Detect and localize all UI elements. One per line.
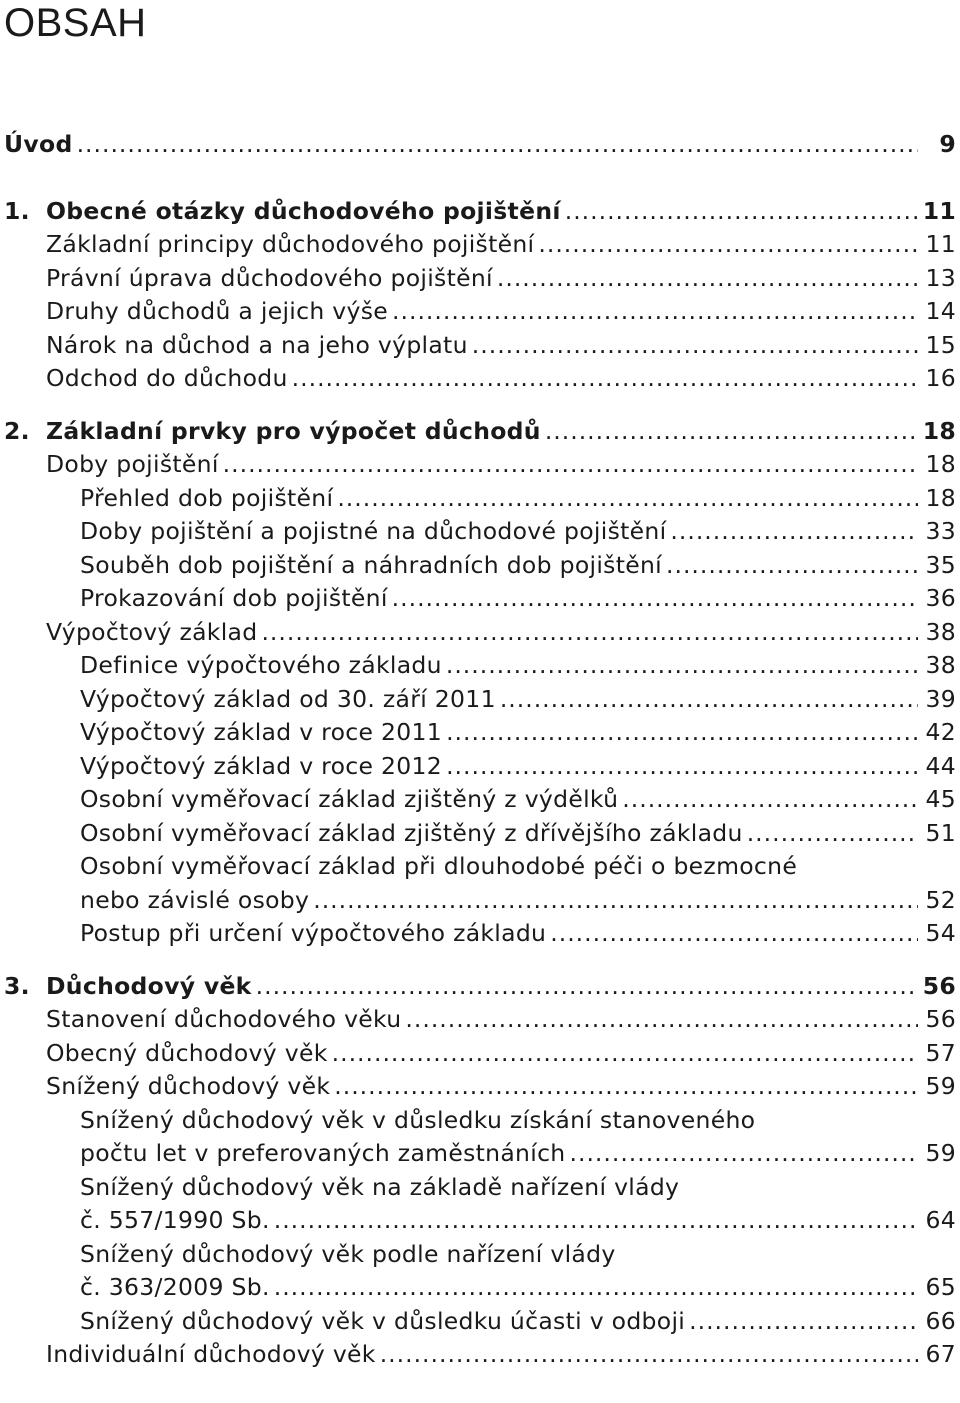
toc-entry[interactable] — [0, 1238, 956, 1272]
toc-entry[interactable] — [0, 329, 956, 363]
entry-title: Prokazování dob pojištění — [80, 584, 388, 612]
page-number: 57 — [925, 1038, 956, 1067]
dot-leader — [261, 616, 918, 650]
page-number: 18 — [922, 416, 956, 445]
entry-title: Výpočtový základ od 30. září 2011 — [80, 684, 496, 713]
entry-title-continuation: počtu let v preferovaných zaměstnáních — [80, 1139, 566, 1167]
entry-title: Přehled dob pojištění — [80, 483, 334, 512]
entry-title: Stanovení důchodového věku — [46, 1005, 402, 1033]
entry-title: Nárok na důchod a na jeho výplatu — [46, 330, 468, 359]
toc-entry-continuation[interactable] — [0, 1204, 956, 1238]
chapter-number: 1. — [4, 196, 30, 225]
dot-leader — [380, 1338, 918, 1372]
toc-chapter-heading[interactable] — [0, 970, 956, 1004]
toc-entry[interactable] — [0, 482, 956, 516]
page-number: 15 — [925, 330, 956, 359]
dot-leader — [332, 1037, 918, 1071]
dot-leader — [292, 362, 918, 396]
toc-entry[interactable] — [0, 582, 956, 616]
dot-leader — [689, 1305, 918, 1339]
toc-entry[interactable] — [0, 295, 956, 329]
dot-leader — [274, 1204, 918, 1238]
dot-leader — [472, 329, 918, 363]
entry-title: Postup při určení výpočtového základu — [80, 919, 547, 947]
page-title: OBSAH — [4, 1, 147, 45]
page-number: 44 — [925, 751, 956, 780]
page-number: 18 — [925, 450, 956, 478]
entry-title-continuation: č. 557/1990 Sb. — [80, 1206, 270, 1234]
dot-leader — [405, 1003, 918, 1037]
page-number: 9 — [939, 130, 956, 158]
toc-entry[interactable] — [0, 362, 956, 396]
entry-title: Osobní vyměřovací základ zjištěný z dřívějšího základu — [80, 818, 743, 847]
dot-leader — [77, 128, 918, 162]
dot-leader — [392, 295, 918, 329]
entry-title: Základní prvky pro výpočet důchodů — [46, 416, 541, 445]
toc-chapter-heading[interactable] — [0, 195, 956, 229]
toc-chapter-heading[interactable] — [0, 415, 956, 449]
dot-leader — [337, 482, 918, 516]
entry-title: Doby pojištění — [46, 450, 219, 478]
page-number: 42 — [925, 718, 956, 746]
dot-leader — [550, 917, 918, 951]
toc-entry[interactable] — [0, 1171, 956, 1205]
page-number: 56 — [925, 1005, 956, 1033]
entry-title: Individuální důchodový věk — [46, 1340, 376, 1368]
page-number: 33 — [925, 517, 956, 545]
dot-leader — [500, 683, 918, 717]
entry-title: Snížený důchodový věk podle nařízení vlády — [80, 1239, 616, 1268]
toc-intro-entry[interactable] — [0, 128, 956, 162]
entry-title-continuation: nebo závislé osoby — [80, 885, 310, 914]
toc-entry[interactable] — [0, 1338, 956, 1372]
entry-title: Souběh dob pojištění a náhradních dob pojištění — [80, 550, 662, 579]
entry-title: Definice výpočtového základu — [80, 651, 442, 679]
toc-entry[interactable] — [0, 1305, 956, 1339]
page-number: 66 — [925, 1306, 956, 1335]
toc-entry[interactable] — [0, 850, 956, 884]
toc-entry[interactable] — [0, 649, 956, 683]
entry-title: Snížený důchodový věk — [46, 1072, 331, 1100]
entry-title: Obecný důchodový věk — [46, 1038, 328, 1067]
toc-entry[interactable] — [0, 1104, 956, 1138]
dot-leader — [446, 750, 918, 784]
entry-title: Osobní vyměřovací základ zjištěný z výdělků — [80, 785, 619, 813]
entry-title: Doby pojištění a pojistné na důchodové pojištění — [80, 517, 667, 545]
page-number: 38 — [925, 617, 956, 646]
dot-leader — [545, 415, 918, 449]
toc-entry[interactable] — [0, 716, 956, 750]
toc-entry-continuation[interactable] — [0, 1271, 956, 1305]
dot-leader — [666, 549, 918, 583]
toc-entry[interactable] — [0, 1003, 956, 1037]
dot-leader — [622, 783, 918, 817]
entry-title: Osobní vyměřovací základ při dlouhodobé péči o bezmocné — [80, 852, 798, 880]
toc-entry[interactable] — [0, 817, 956, 851]
entry-title: Odchod do důchodu — [46, 364, 288, 392]
dot-leader — [392, 582, 918, 616]
toc-entry-continuation[interactable] — [0, 1137, 956, 1171]
entry-title-continuation: č. 363/2009 Sb. — [80, 1273, 270, 1301]
page-number: 45 — [925, 785, 956, 813]
toc-entry[interactable] — [0, 917, 956, 951]
page-number: 65 — [925, 1273, 956, 1301]
chapter-number: 3. — [4, 971, 30, 1000]
page-number: 11 — [922, 196, 956, 225]
toc-entry[interactable] — [0, 262, 956, 296]
toc-entry[interactable] — [0, 616, 956, 650]
entry-title: Základní principy důchodového pojištění — [46, 230, 535, 258]
page-number: 38 — [925, 651, 956, 679]
entry-title: Obecné otázky důchodového pojištění — [46, 196, 561, 225]
page-number: 36 — [925, 584, 956, 612]
dot-leader — [446, 716, 918, 750]
toc-entry[interactable] — [0, 515, 956, 549]
toc-entry-continuation[interactable] — [0, 884, 956, 918]
dot-leader — [565, 195, 918, 229]
page-number: 67 — [925, 1340, 956, 1368]
entry-title: Výpočtový základ v roce 2012 — [80, 751, 443, 780]
page-number: 51 — [925, 818, 956, 847]
dot-leader — [334, 1070, 918, 1104]
dot-leader — [538, 228, 918, 262]
page-number: 18 — [925, 483, 956, 512]
entry-title: Výpočtový základ v roce 2011 — [80, 718, 443, 746]
entry-title: Důchodový věk — [46, 971, 252, 1000]
dot-leader — [274, 1271, 918, 1305]
entry-title: Snížený důchodový věk v důsledku účasti v odboji — [80, 1306, 686, 1335]
entry-title: Snížený důchodový věk v důsledku získání stanoveného — [80, 1105, 756, 1134]
dot-leader — [747, 817, 918, 851]
dot-leader — [570, 1137, 919, 1171]
toc-entry[interactable] — [0, 683, 956, 717]
page-number: 11 — [925, 230, 956, 258]
page-number: 52 — [925, 885, 956, 914]
page-number: 64 — [925, 1206, 956, 1234]
entry-title: Právní úprava důchodového pojištění — [46, 263, 493, 292]
page-number: 16 — [925, 364, 956, 392]
page-number: 35 — [925, 550, 956, 579]
toc-entry[interactable] — [0, 1070, 956, 1104]
page-number: 13 — [925, 263, 956, 292]
page-number: 14 — [925, 297, 956, 325]
dot-leader — [256, 970, 918, 1004]
toc-entry[interactable] — [0, 228, 956, 262]
entry-title: Úvod — [4, 130, 73, 158]
dot-leader — [497, 262, 918, 296]
toc-entry[interactable] — [0, 1037, 956, 1071]
chapter-number: 2. — [4, 416, 30, 445]
dot-leader — [670, 515, 918, 549]
page-number: 59 — [925, 1072, 956, 1100]
dot-leader — [223, 448, 918, 482]
entry-title: Výpočtový základ — [46, 617, 258, 646]
entry-title: Snížený důchodový věk na základě nařízení vlády — [80, 1172, 680, 1201]
toc-entry[interactable] — [0, 448, 956, 482]
dot-leader — [446, 649, 918, 683]
dot-leader — [313, 884, 918, 918]
page-number: 39 — [925, 684, 956, 713]
toc-entry[interactable] — [0, 750, 956, 784]
toc-entry[interactable] — [0, 549, 956, 583]
table-of-contents — [0, 128, 956, 1372]
entry-title: Druhy důchodů a jejich výše — [46, 297, 389, 325]
toc-entry[interactable] — [0, 783, 956, 817]
page-number: 56 — [922, 971, 956, 1000]
page-number: 54 — [925, 919, 956, 947]
page-number: 59 — [925, 1139, 956, 1167]
